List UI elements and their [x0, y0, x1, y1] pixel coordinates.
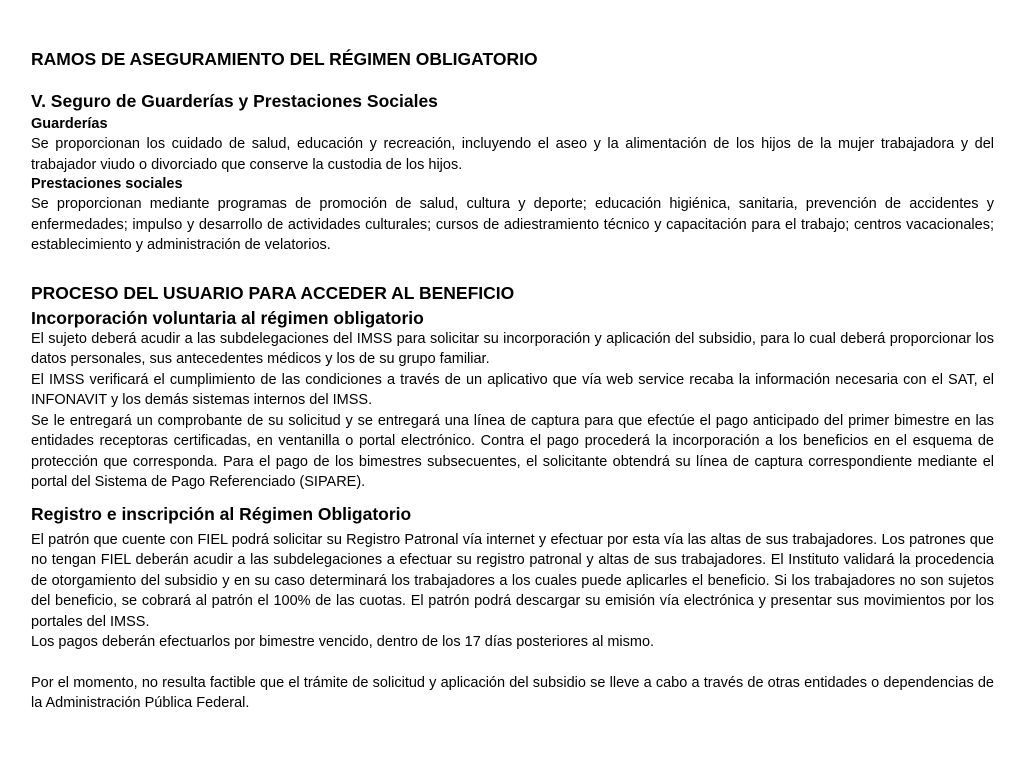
section-title-ramos: RAMOS DE ASEGURAMIENTO DEL RÉGIMEN OBLIGATORIO: [31, 49, 538, 69]
paragraph-registro-3: Por el momento, no resulta factible que el trámite de solicitud y aplicación del subsidio se lleve a cabo a través de otras entidades o dependencias de la Administración Pública Federal.: [31, 674, 994, 711]
paragraph-registro-2: Los pagos deberán efectuarlos por bimestre vencido, dentro de los 17 días posteriores al mismo.: [31, 634, 655, 650]
document-page: [31, 48, 994, 714]
section-subtitle-seguro: V. Seguro de Guarderías y Prestaciones Sociales: [31, 91, 438, 111]
section-title-proceso: PROCESO DEL USUARIO PARA ACCEDER AL BENEFICIO: [31, 282, 515, 303]
paragraph-incorporacion-1: El sujeto deberá acudir a las subdelegaciones del IMSS para solicitar su incorporación y aplicación del subsidio, para lo cual deberá proporcionar los datos personales, sus antecedentes médicos y los de su grupo familiar.: [31, 330, 994, 367]
paragraph-registro-1: El patrón que cuente con FIEL podrá solicitar su Registro Patronal vía internet y efectuar por esta vía las altas de sus trabajadores. Los patrones que no tengan FIEL deberán acudir a las subdelegaciones a efectuar su registro patronal y altas de sus trabajadores. El Instituto validará la procedencia de otorgamiento del subsidio y en su caso determinará los trabajadores a los cuales puede aplicarles el beneficio. Si los trabajadores no son sujetos del beneficio, se cobrará al patrón el 100% de las cuotas. El patrón podrá descargar su emisión vía electrónica y presentar sus movimientos por los portales del IMSS.: [31, 531, 994, 630]
paragraph-prestaciones-sociales: Se proporcionan mediante programas de promoción de salud, cultura y deporte; educación higiénica, sanitaria, prevención de accidentes y enfermedades; impulso y desarrollo de actividades culturales; cursos de adiestramiento técnico y capacitación para el trabajo; centros vacacionales; establecimiento y administración de velatorios.: [31, 196, 994, 253]
paragraph-incorporacion-3: Se le entregará un comprobante de su solicitud y se entregará una línea de captura para que efectúe el pago anticipado del primer bimestre en las entidades receptoras certificadas, en ventanilla o portal electrónico. Contra el pago procederá la incorporación a los beneficios en el esquema de protección que corresponda. Para el pago de los bimestres subsecuentes, el solicitante obtendrá su línea de captura correspondiente mediante el portal del Sistema de Pago Referenciado (SIPARE).: [31, 412, 994, 490]
paragraph-incorporacion-2: El IMSS verificará el cumplimiento de las condiciones a través de un aplicativo que vía web service recaba la información necesaria con el SAT, el INFONAVIT y los demás sistemas internos del IMSS.: [31, 371, 994, 408]
heading-guarderias: Guarderías: [31, 116, 108, 132]
heading-incorporacion-voluntaria: Incorporación voluntaria al régimen obligatorio: [31, 307, 424, 328]
heading-prestaciones-sociales: Prestaciones sociales: [31, 176, 183, 192]
heading-registro-inscripcion: Registro e inscripción al Régimen Obligatorio: [31, 503, 412, 524]
paragraph-guarderias: Se proporcionan los cuidado de salud, educación y recreación, incluyendo el aseo y la alimentación de los hijos de la mujer trabajadora y del trabajador viudo o divorciado que conserve la custodia de los hijos.: [31, 136, 994, 173]
